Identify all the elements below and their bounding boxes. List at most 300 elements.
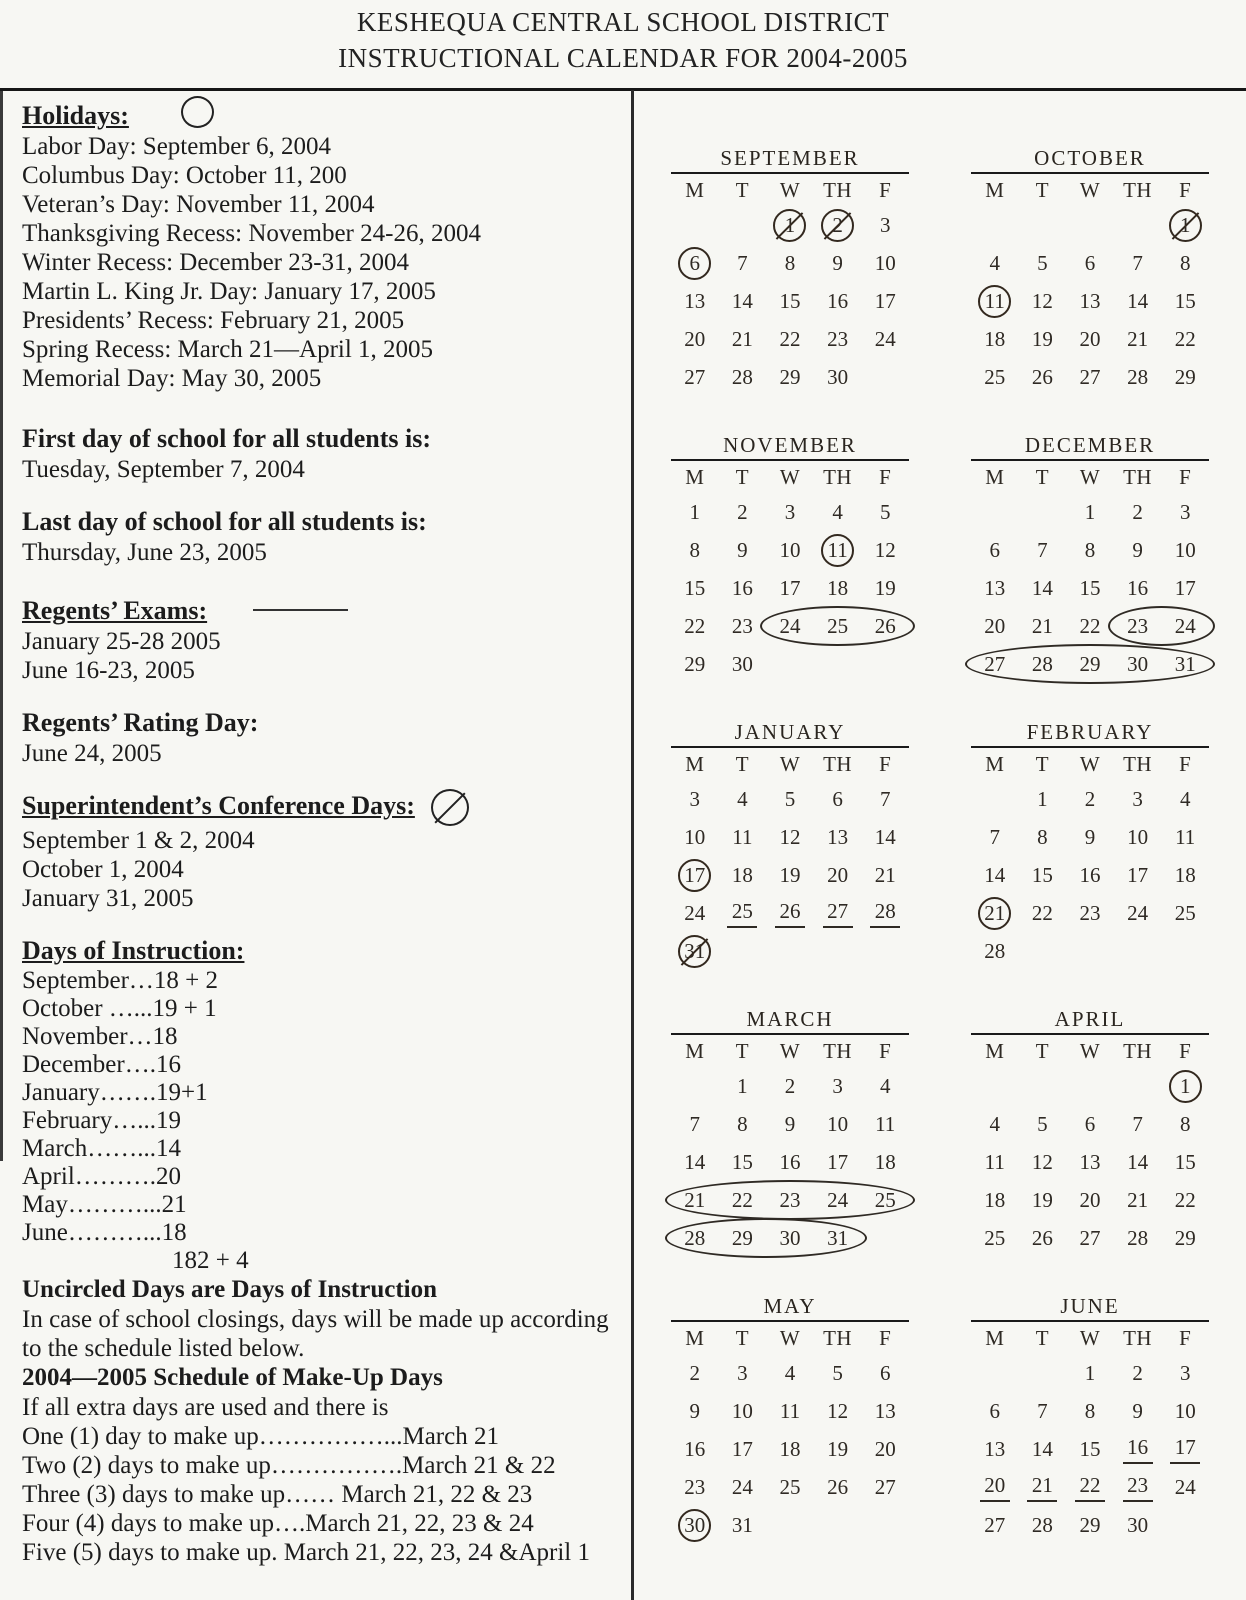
day-cell [766,787,814,812]
week-row [971,1430,1209,1468]
weekday-header: W [1079,464,1101,489]
day-number: 21 [874,862,896,887]
day-number: 9 [1132,537,1143,562]
day-number: 28 [731,364,753,389]
week-row [971,358,1209,396]
day-cell [861,1437,909,1462]
day-number: 1 [1084,499,1096,524]
day-cell [766,1361,814,1386]
day-number: 21 [1127,1187,1149,1212]
day-cell [814,863,862,888]
weekday-header: F [879,751,892,776]
week-row [671,607,909,645]
conference-day: September 1 & 2, 2004 [22,826,255,854]
makeup-heading: 2004—2005 Schedule of Make-Up Days [22,1363,443,1391]
holiday-item: Winter Recess: December 23-31, 2004 [22,249,410,276]
holiday-item: Labor Day: September 6, 2004 [22,133,331,160]
week-row [971,206,1209,244]
day-cell [1114,1473,1162,1502]
week-row [671,358,909,396]
day-number: 25 [827,613,849,638]
superintendent-conference-section [22,790,610,913]
day-cell [719,787,767,812]
day-cell [1161,1188,1209,1213]
day-cell [1161,576,1209,601]
day-cell [719,652,767,677]
day-number: 9 [1132,1398,1143,1423]
day-number: 5 [1037,250,1048,275]
day-cell [1066,1473,1114,1502]
day-cell [1114,1226,1162,1251]
day-cell [671,614,719,639]
day-cell [1019,1437,1067,1462]
day-cell [766,1226,814,1251]
day-cell [1019,1513,1067,1538]
day-number: 17 [1174,575,1196,600]
day-number: 10 [684,824,706,849]
day-number: 9 [689,1398,701,1423]
last-day-value: Thursday, June 23, 2005 [22,539,267,566]
weekday-header: F [1179,177,1192,202]
holiday-item: Columbus Day: October 11, 200 [22,162,347,189]
day-cell [1066,365,1114,390]
day-number: 21 [731,326,753,351]
day-cell [671,1475,719,1500]
day-number: 23 [1079,900,1101,925]
day-number: 18 [984,1187,1006,1212]
day-number: 3 [1132,786,1143,811]
day-cell [1114,614,1162,639]
day-number: 22 [1174,1187,1196,1212]
empty-circle-icon [181,96,214,128]
day-number: 23 [779,1187,801,1212]
day-cell [1019,787,1067,812]
day-cell [766,825,814,850]
week-row [671,1506,909,1544]
holiday-item: Veteran’s Day: November 11, 2004 [22,191,375,218]
week-row [671,1105,909,1143]
day-number: 24 [1127,900,1149,925]
day-number: 20 [874,1436,896,1461]
week-row [971,1354,1209,1392]
weekday-header: F [879,1325,892,1350]
day-cell [719,365,767,390]
day-cell [971,1112,1019,1137]
day-number: 8 [1179,250,1191,275]
regents-rating-section [22,707,610,768]
weekday-header-row [671,1322,909,1354]
day-number: 2 [1132,1360,1143,1385]
day-cell [1114,538,1162,563]
weekday-header: M [985,751,1005,776]
week-row [671,493,909,531]
day-number: 2 [784,1073,796,1098]
day-cell [719,500,767,525]
day-number: 28 [684,1225,706,1250]
weekday-header-row [671,1035,909,1067]
notes-section [22,1275,610,1567]
day-number: 20 [684,326,706,351]
day-cell [971,1437,1019,1462]
day-cell [1114,327,1162,352]
day-cell [1066,863,1114,888]
day-cell [1066,1226,1114,1251]
day-number: 15 [1174,1149,1196,1174]
day-number: 10 [827,1111,849,1136]
day-cell [1066,251,1114,276]
instruction-total: 182 + 4 [172,1246,249,1274]
day-number: 1 [689,499,701,524]
day-cell [1066,1361,1114,1386]
day-number: 13 [984,575,1006,600]
day-number: 22 [684,613,706,638]
weekday-header: W [779,464,801,489]
weekday-header: W [1079,1038,1101,1063]
circle-slash-icon [431,789,469,826]
day-cell [719,1437,767,1462]
day-number: 14 [731,288,753,313]
day-cell [1019,576,1067,601]
day-number: 17 [874,288,896,313]
week-row [671,282,909,320]
day-number: 3 [689,786,701,811]
day-cell [719,863,767,888]
week-row [971,818,1209,856]
day-number: 16 [731,575,753,600]
day-cell [971,1188,1019,1213]
day-cell [1161,1435,1209,1464]
regents-exam-dates: January 25-28 2005 [22,628,221,655]
days-of-instruction-heading: Days of Instruction: [22,935,245,965]
day-number: 9 [784,1111,796,1136]
days-of-instruction-section [22,935,610,1275]
day-cell [1161,1475,1209,1500]
day-cell [766,1112,814,1137]
weekday-header-row [671,174,909,206]
day-cell [861,327,909,352]
weekday-header: T [1035,464,1050,489]
week-row [971,1219,1209,1257]
calendar-october [971,146,1209,396]
day-cell [861,1475,909,1500]
day-cell [861,1112,909,1137]
day-number: 14 [1031,575,1053,600]
closings-note: In case of school closings, days will be made up according to the schedule listed below. [22,1305,609,1362]
day-cell [1019,1112,1067,1137]
weekday-header: W [1079,751,1101,776]
weekday-header: W [1079,177,1101,202]
day-number: 23 [1127,613,1149,638]
info-column [22,100,610,1567]
day-number: 16 [779,1149,801,1174]
day-cell [1161,289,1209,314]
day-cell [971,1226,1019,1251]
day-number: 8 [737,1111,748,1136]
day-number: 12 [874,537,896,562]
day-number: 15 [1174,288,1196,313]
day-cell [861,213,909,238]
day-number: 14 [984,862,1006,887]
day-cell [766,289,814,314]
day-number: 13 [1079,1149,1101,1174]
day-cell [1161,901,1209,926]
day-number: 2 [737,499,748,524]
day-number: 17 [779,575,801,600]
day-number: 24 [874,326,896,351]
day-cell [766,251,814,276]
day-cell [1019,1150,1067,1175]
district-name: KESHEQUA CENTRAL SCHOOL DISTRICT [356,7,890,37]
day-number: 14 [1127,1149,1149,1174]
day-cell [671,327,719,352]
day-cell [671,787,719,812]
day-number: 24 [1174,1474,1196,1499]
day-number-underlined: 21 [1027,1473,1057,1502]
day-number: 19 [1031,326,1053,351]
week-row [671,856,909,894]
day-number: 30 [779,1225,801,1250]
day-cell [1161,365,1209,390]
week-row [671,818,909,856]
instruction-count: March……...14 [22,1134,181,1162]
weekday-header: W [779,1325,801,1350]
day-cell [671,1188,719,1213]
regents-rating-heading: Regents’ Rating Day: [22,708,259,737]
day-number: 12 [1031,1149,1053,1174]
day-number: 14 [1127,288,1149,313]
day-number: 7 [737,250,748,275]
day-cell [671,825,719,850]
week-row [671,569,909,607]
day-cell [766,1150,814,1175]
instruction-count: October …...19 + 1 [22,994,217,1022]
day-number: 22 [779,326,801,351]
day-cell [1114,1112,1162,1137]
page-edge-artifact [0,91,3,1161]
day-cell [861,1361,909,1386]
day-number: 6 [1084,1111,1096,1136]
day-cell [671,1150,719,1175]
week-row [971,493,1209,531]
day-number: 15 [684,575,706,600]
day-number: 19 [874,575,896,600]
day-cell [719,825,767,850]
day-number-circled: 11 [821,534,854,567]
weekday-header: M [985,1325,1005,1350]
weekday-header: TH [823,1325,853,1350]
day-cell [1019,614,1067,639]
day-cell [766,576,814,601]
day-number: 17 [731,1436,753,1461]
day-cell [766,1399,814,1424]
week-row [671,1468,909,1506]
weekday-header: TH [823,464,853,489]
day-cell [1019,538,1067,563]
day-cell [719,576,767,601]
day-number-circled-slashed: 1 [1169,209,1202,242]
day-number: 26 [1031,1225,1053,1250]
day-number: 3 [879,212,891,237]
day-cell [1019,365,1067,390]
makeup-item: Four (4) days to make up….March 21, 22, 23 & 24 [22,1509,534,1537]
weekday-header: M [985,177,1005,202]
day-cell [1114,365,1162,390]
week-row [671,1181,909,1219]
day-number: 1 [737,1073,748,1098]
day-cell [861,538,909,563]
day-cell [1066,825,1114,850]
day-cell [766,1437,814,1462]
day-number: 6 [879,1360,891,1385]
day-cell [1019,1226,1067,1251]
day-number: 8 [1179,1111,1191,1136]
day-number: 3 [832,1073,843,1098]
day-cell [814,1188,862,1213]
week-row [971,1067,1209,1105]
day-cell [1066,538,1114,563]
day-number: 20 [1079,1187,1101,1212]
day-cell [814,825,862,850]
day-cell [814,1112,862,1137]
day-number: 24 [827,1187,849,1212]
day-cell [1066,327,1114,352]
day-number: 2 [1132,499,1143,524]
day-number-circled-slashed: 1 [773,209,806,242]
day-cell [971,251,1019,276]
week-row [971,1105,1209,1143]
day-number: 2 [1084,786,1096,811]
day-number: 14 [1031,1436,1053,1461]
day-cell [1114,500,1162,525]
day-number: 3 [1179,499,1191,524]
day-number: 27 [1079,364,1101,389]
day-number: 8 [1084,537,1096,562]
week-row [671,1430,909,1468]
last-day-heading: Last day of school for all students is: [22,507,427,536]
day-number-underlined: 16 [1123,1435,1153,1464]
day-cell [1161,825,1209,850]
day-number: 22 [1174,326,1196,351]
day-cell [671,1112,719,1137]
day-number: 4 [1179,786,1191,811]
calendar-grid [634,88,1246,1544]
day-number: 7 [989,824,1001,849]
month-title: OCTOBER [971,146,1209,174]
day-number: 8 [689,537,701,562]
week-row [971,894,1209,932]
day-number: 4 [784,1360,796,1385]
day-cell [719,289,767,314]
day-number: 28 [1031,1512,1053,1537]
first-day-heading: First day of school for all students is: [22,424,432,453]
day-cell [1161,251,1209,276]
holiday-item: Memorial Day: May 30, 2005 [22,365,322,392]
week-row [971,932,1209,970]
week-row [971,531,1209,569]
day-number: 7 [1037,537,1048,562]
day-cell [671,576,719,601]
day-cell [671,859,719,892]
day-number-underlined: 22 [1075,1473,1105,1502]
day-number: 6 [832,786,843,811]
day-number: 13 [684,288,706,313]
day-cell [971,614,1019,639]
day-number: 23 [731,613,753,638]
weekday-header-row [971,174,1209,206]
instruction-count: April……….20 [22,1162,182,1190]
weekday-header: TH [823,1038,853,1063]
month-title: MARCH [671,1007,909,1035]
week-row [971,244,1209,282]
day-cell [719,1399,767,1424]
day-cell [1019,251,1067,276]
day-cell [861,1188,909,1213]
month-title: DECEMBER [971,433,1209,461]
weekday-header: T [735,1325,750,1350]
day-number: 7 [1132,1111,1143,1136]
weekday-header: F [879,177,892,202]
weekday-header: TH [1123,177,1153,202]
day-number-underlined: 23 [1123,1473,1153,1502]
calendar-june [971,1294,1209,1544]
day-cell [1066,576,1114,601]
day-cell [1066,1399,1114,1424]
day-cell [861,576,909,601]
weekday-header: M [985,464,1005,489]
holidays-heading: Holidays: [22,101,129,130]
day-cell [861,825,909,850]
day-cell [814,1399,862,1424]
day-cell [671,365,719,390]
day-cell [971,825,1019,850]
day-cell [861,1150,909,1175]
day-cell [971,939,1019,964]
week-row [671,1354,909,1392]
week-row [671,780,909,818]
weekday-header: TH [823,751,853,776]
day-cell [1114,1399,1162,1424]
day-cell [671,901,719,926]
weekday-header: W [1079,1325,1101,1350]
day-cell [1019,1188,1067,1213]
makeup-item: One (1) day to make up……………...March 21 [22,1422,499,1450]
day-cell [719,899,767,928]
day-number: 7 [879,786,891,811]
day-number: 11 [779,1398,801,1423]
day-number: 22 [731,1187,753,1212]
day-number: 9 [737,537,748,562]
day-cell [814,327,862,352]
day-number: 4 [989,1111,1001,1136]
day-number: 26 [874,613,896,638]
week-row [971,1468,1209,1506]
day-number: 13 [984,1436,1006,1461]
weekday-header: T [735,464,750,489]
day-number: 27 [874,1474,896,1499]
day-number: 16 [1127,575,1149,600]
day-number: 12 [827,1398,849,1423]
day-cell [861,1399,909,1424]
day-number: 18 [779,1436,801,1461]
month-title: SEPTEMBER [671,146,909,174]
day-cell [1066,500,1114,525]
day-number: 18 [1174,862,1196,887]
day-cell [671,538,719,563]
day-cell [1161,1226,1209,1251]
conference-day: January 31, 2005 [22,884,194,912]
day-number: 31 [1174,651,1196,676]
day-cell [971,1513,1019,1538]
